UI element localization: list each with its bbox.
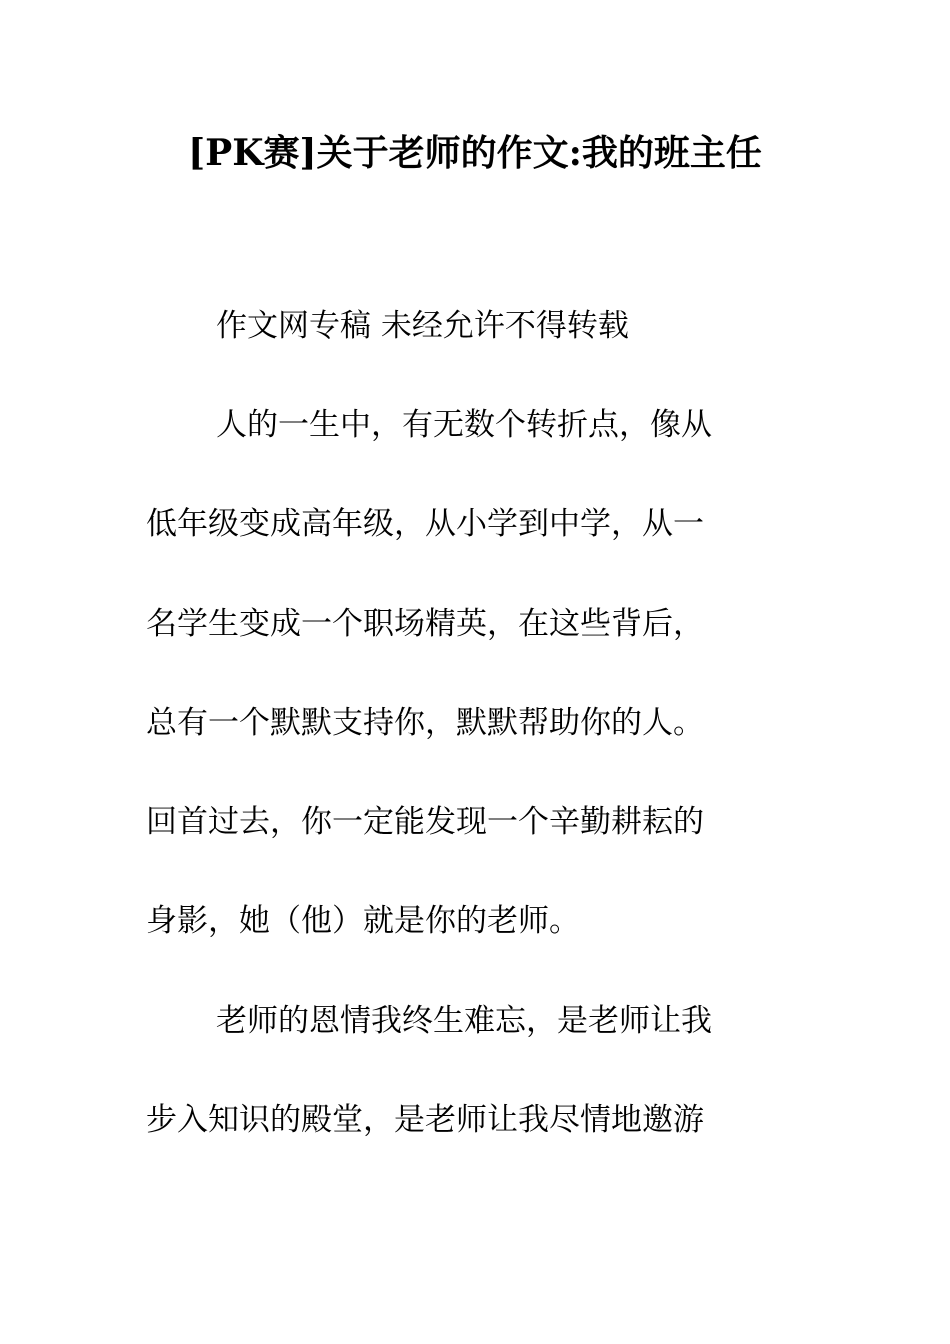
paragraph-line: 回首过去，你一定能发现一个辛勤耕耘的: [146, 804, 704, 840]
paragraph-line: 总有一个默默支持你，默默帮助你的人。: [146, 705, 704, 741]
paragraph-line: 名学生变成一个职场精英，在这些背后，: [146, 606, 704, 642]
paragraph-line: 作文网专稿 未经允许不得转载: [216, 308, 629, 344]
paragraph-line: 身影，她（他）就是你的老师。: [146, 903, 580, 939]
paragraph-line: 步入知识的殿堂，是老师让我尽情地邀游: [146, 1102, 704, 1138]
document-title: [PK赛]关于老师的作文:我的班主任: [188, 132, 762, 174]
paragraph-line: 老师的恩情我终生难忘，是老师让我: [216, 1003, 712, 1039]
paragraph-line: 低年级变成高年级，从小学到中学，从一: [146, 506, 704, 542]
paragraph-line: 人的一生中，有无数个转折点，像从: [216, 407, 712, 443]
